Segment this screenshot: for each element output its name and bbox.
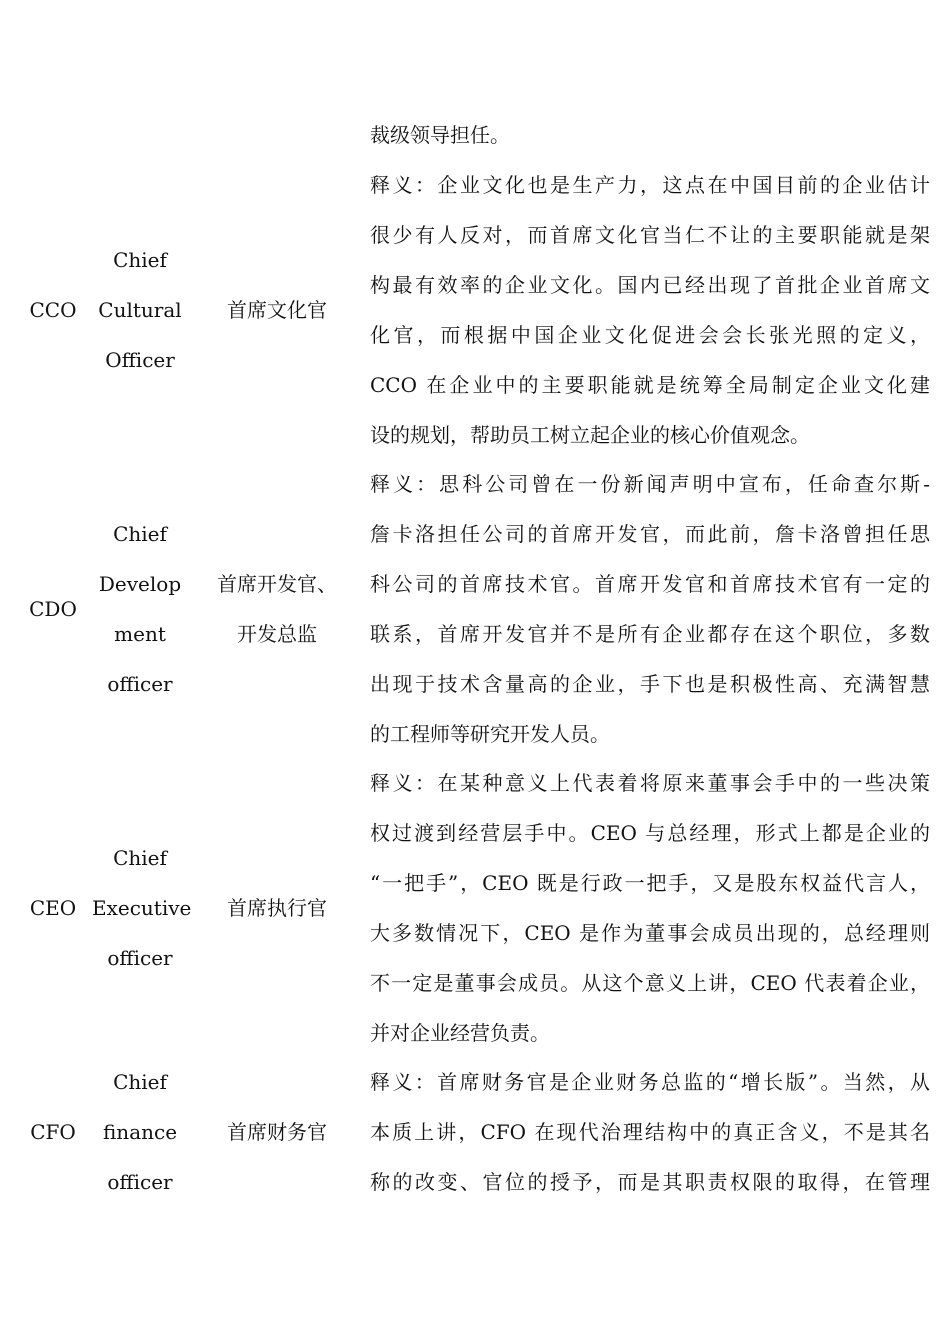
english-title-line: Chief — [113, 1070, 167, 1094]
description-line: 本质上讲，CFO 在现代治理结构中的真正含义，不是其名 — [370, 1120, 930, 1144]
abbreviation-cell: CDO — [29, 597, 77, 621]
description-line: 释义：思科公司曾在一份新闻声明中宣布，任命查尔斯- — [370, 472, 930, 496]
english-title-line: Chief — [113, 846, 167, 870]
english-title-line: ment — [114, 622, 166, 646]
description-line: 不一定是董事会成员。从这个意义上讲，CEO 代表着企业， — [370, 971, 930, 995]
chinese-title-line: 首席执行官 — [227, 896, 327, 920]
description-line: 释义：在某种意义上代表着将原来董事会手中的一些决策 — [370, 771, 930, 795]
english-title-line: Chief — [113, 248, 167, 272]
description-line: 科公司的首席技术官。首席开发官和首席技术官有一定的 — [370, 572, 930, 596]
english-title-line: officer — [107, 672, 173, 696]
description-line: 的工程师等研究开发人员。 — [370, 722, 610, 746]
english-title-line: Develop — [98, 572, 182, 596]
description-line: CCO 在企业中的主要职能就是统筹全局制定企业文化建 — [370, 373, 930, 397]
description-line: 很少有人反对，而首席文化官当仁不让的主要职能就是架 — [370, 223, 930, 247]
description-line: 并对企业经营负责。 — [370, 1021, 550, 1045]
description-line: 设的规划，帮助员工树立起企业的核心价值观念。 — [370, 423, 810, 447]
description-line: 权过渡到经营层手中。CEO 与总经理，形式上都是企业的 — [370, 821, 930, 845]
description-line: 释义：首席财务官是企业财务总监的“增长版”。当然，从 — [370, 1070, 930, 1094]
abbreviation-cell: CCO — [29, 298, 77, 322]
description-line: 裁级领导担任。 — [370, 123, 510, 147]
abbreviation-cell: CFO — [30, 1120, 76, 1144]
chinese-title-line: 开发总监 — [237, 622, 317, 646]
description-line: 化官，而根据中国企业文化促进会会长张光照的定义， — [370, 323, 930, 347]
description-line: 称的改变、官位的授予，而是其职责权限的取得，在管理 — [370, 1170, 930, 1194]
chinese-title-line: 首席开发官、 — [217, 572, 337, 596]
chinese-title-line: 首席财务官 — [227, 1120, 327, 1144]
description-line: 释义：企业文化也是生产力，这点在中国目前的企业估计 — [370, 173, 930, 197]
english-title-line: Executive — [92, 896, 192, 920]
english-title-line: officer — [107, 946, 173, 970]
description-line: 联系，首席开发官并不是所有企业都存在这个职位，多数 — [370, 622, 930, 646]
english-title-line: Cultural — [98, 298, 182, 322]
description-line: 出现于技术含量高的企业，手下也是积极性高、充满智慧 — [370, 672, 930, 696]
description-line: 构最有效率的企业文化。国内已经出现了首批企业首席文 — [370, 273, 930, 297]
chinese-title-line: 首席文化官 — [227, 298, 327, 322]
abbreviation-cell: CEO — [29, 896, 77, 920]
description-line: 詹卡洛担任公司的首席开发官，而此前，詹卡洛曾担任思 — [370, 522, 930, 546]
english-title-line: Officer — [105, 348, 175, 372]
english-title-line: officer — [107, 1170, 173, 1194]
english-title-line: finance — [102, 1120, 178, 1144]
description-line: 大多数情况下，CEO 是作为董事会成员出现的，总经理则 — [370, 921, 930, 945]
description-line: “一把手”，CEO 既是行政一把手，又是股东权益代言人， — [370, 871, 930, 895]
english-title-line: Chief — [113, 522, 167, 546]
